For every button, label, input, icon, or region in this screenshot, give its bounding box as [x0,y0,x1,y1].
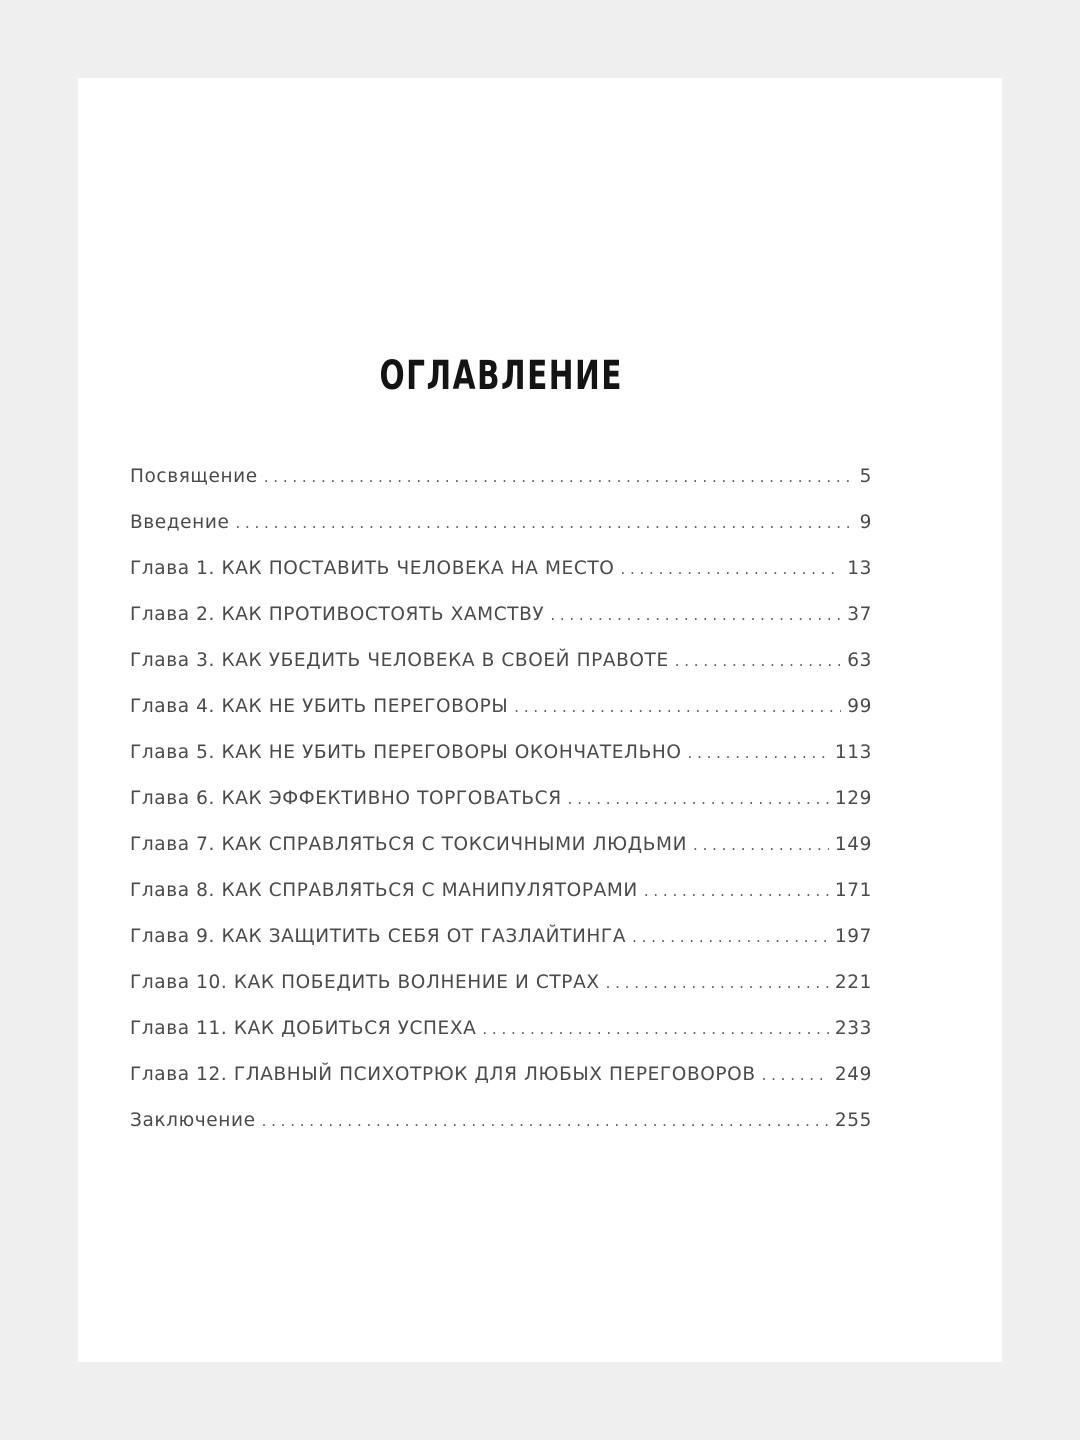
toc-entry-title: Глава 4. КАК НЕ УБИТЬ ПЕРЕГОВОРЫ [130,696,509,717]
toc-entry [130,1064,872,1110]
toc-entry-title: Введение [130,512,230,533]
toc-entry-title: Глава 2. КАК ПРОТИВОСТОЯТЬ ХАМСТВУ [130,604,545,625]
toc-entry-page: 13 [847,558,872,579]
toc-entry-title: Глава 10. КАК ПОБЕДИТЬ ВОЛНЕНИЕ И СТРАХ [130,972,600,993]
toc-entry [130,788,872,834]
table-of-contents [130,466,872,1156]
toc-entry [130,926,872,972]
dot-leader [235,514,852,532]
toc-entry [130,1110,872,1156]
toc-entry-title: Заключение [130,1110,256,1131]
toc-entry-page: 5 [859,466,872,487]
dot-leader [514,698,841,716]
dot-leader [688,744,829,762]
toc-entry-page: 149 [834,834,872,855]
toc-entry-page: 249 [834,1064,872,1085]
toc-entry-page: 99 [847,696,872,717]
toc-entry-title: Глава 9. КАК ЗАЩИТИТЬ СЕБЯ ОТ ГАЗЛАЙТИНГА [130,926,627,947]
dot-leader [644,882,829,900]
dot-leader [620,560,841,578]
toc-entry [130,650,872,696]
dot-leader [632,928,829,946]
dot-leader [264,468,852,486]
toc-entry [130,512,872,558]
dot-leader [675,652,842,670]
dot-leader [762,1066,829,1084]
toc-entry-page: 171 [834,880,872,901]
page-title: ОГЛАВЛЕНИЕ [379,352,623,399]
toc-entry-page: 233 [834,1018,872,1039]
dot-leader [693,836,829,854]
toc-entry [130,1018,872,1064]
toc-entry-page: 255 [834,1110,872,1131]
dot-leader [262,1112,829,1130]
toc-entry-title: Посвящение [130,466,258,487]
toc-entry [130,742,872,788]
dot-leader [482,1020,828,1038]
dot-leader [550,606,841,624]
toc-entry-title: Глава 5. КАК НЕ УБИТЬ ПЕРЕГОВОРЫ ОКОНЧАТЕЛЬНО [130,742,682,763]
toc-entry-title: Глава 1. КАК ПОСТАВИТЬ ЧЕЛОВЕКА НА МЕСТО [130,558,615,579]
toc-entry-page: 129 [834,788,872,809]
toc-entry-page: 63 [847,650,872,671]
toc-entry [130,604,872,650]
toc-entry-title: Глава 8. КАК СПРАВЛЯТЬСЯ С МАНИПУЛЯТОРАМИ [130,880,638,901]
toc-entry [130,834,872,880]
toc-entry [130,558,872,604]
dot-leader [606,974,829,992]
toc-entry-title: Глава 11. КАК ДОБИТЬСЯ УСПЕХА [130,1018,477,1039]
toc-entry-title: Глава 6. КАК ЭФФЕКТИВНО ТОРГОВАТЬСЯ [130,788,562,809]
toc-entry [130,880,872,926]
toc-entry [130,972,872,1018]
toc-entry-page: 197 [834,926,872,947]
toc-entry-title: Глава 3. КАК УБЕДИТЬ ЧЕЛОВЕКА В СВОЕЙ ПРАВОТЕ [130,650,669,671]
toc-entry-page: 221 [834,972,872,993]
toc-entry-page: 37 [847,604,872,625]
toc-entry-title: Глава 12. ГЛАВНЫЙ ПСИХОТРЮК ДЛЯ ЛЮБЫХ ПЕРЕГОВОРОВ [130,1064,756,1085]
toc-entry-page: 9 [859,512,872,533]
toc-entry-page: 113 [834,742,872,763]
dot-leader [568,790,829,808]
toc-entry [130,466,872,512]
toc-entry [130,696,872,742]
toc-entry-title: Глава 7. КАК СПРАВЛЯТЬСЯ С ТОКСИЧНЫМИ ЛЮДЬМИ [130,834,688,855]
